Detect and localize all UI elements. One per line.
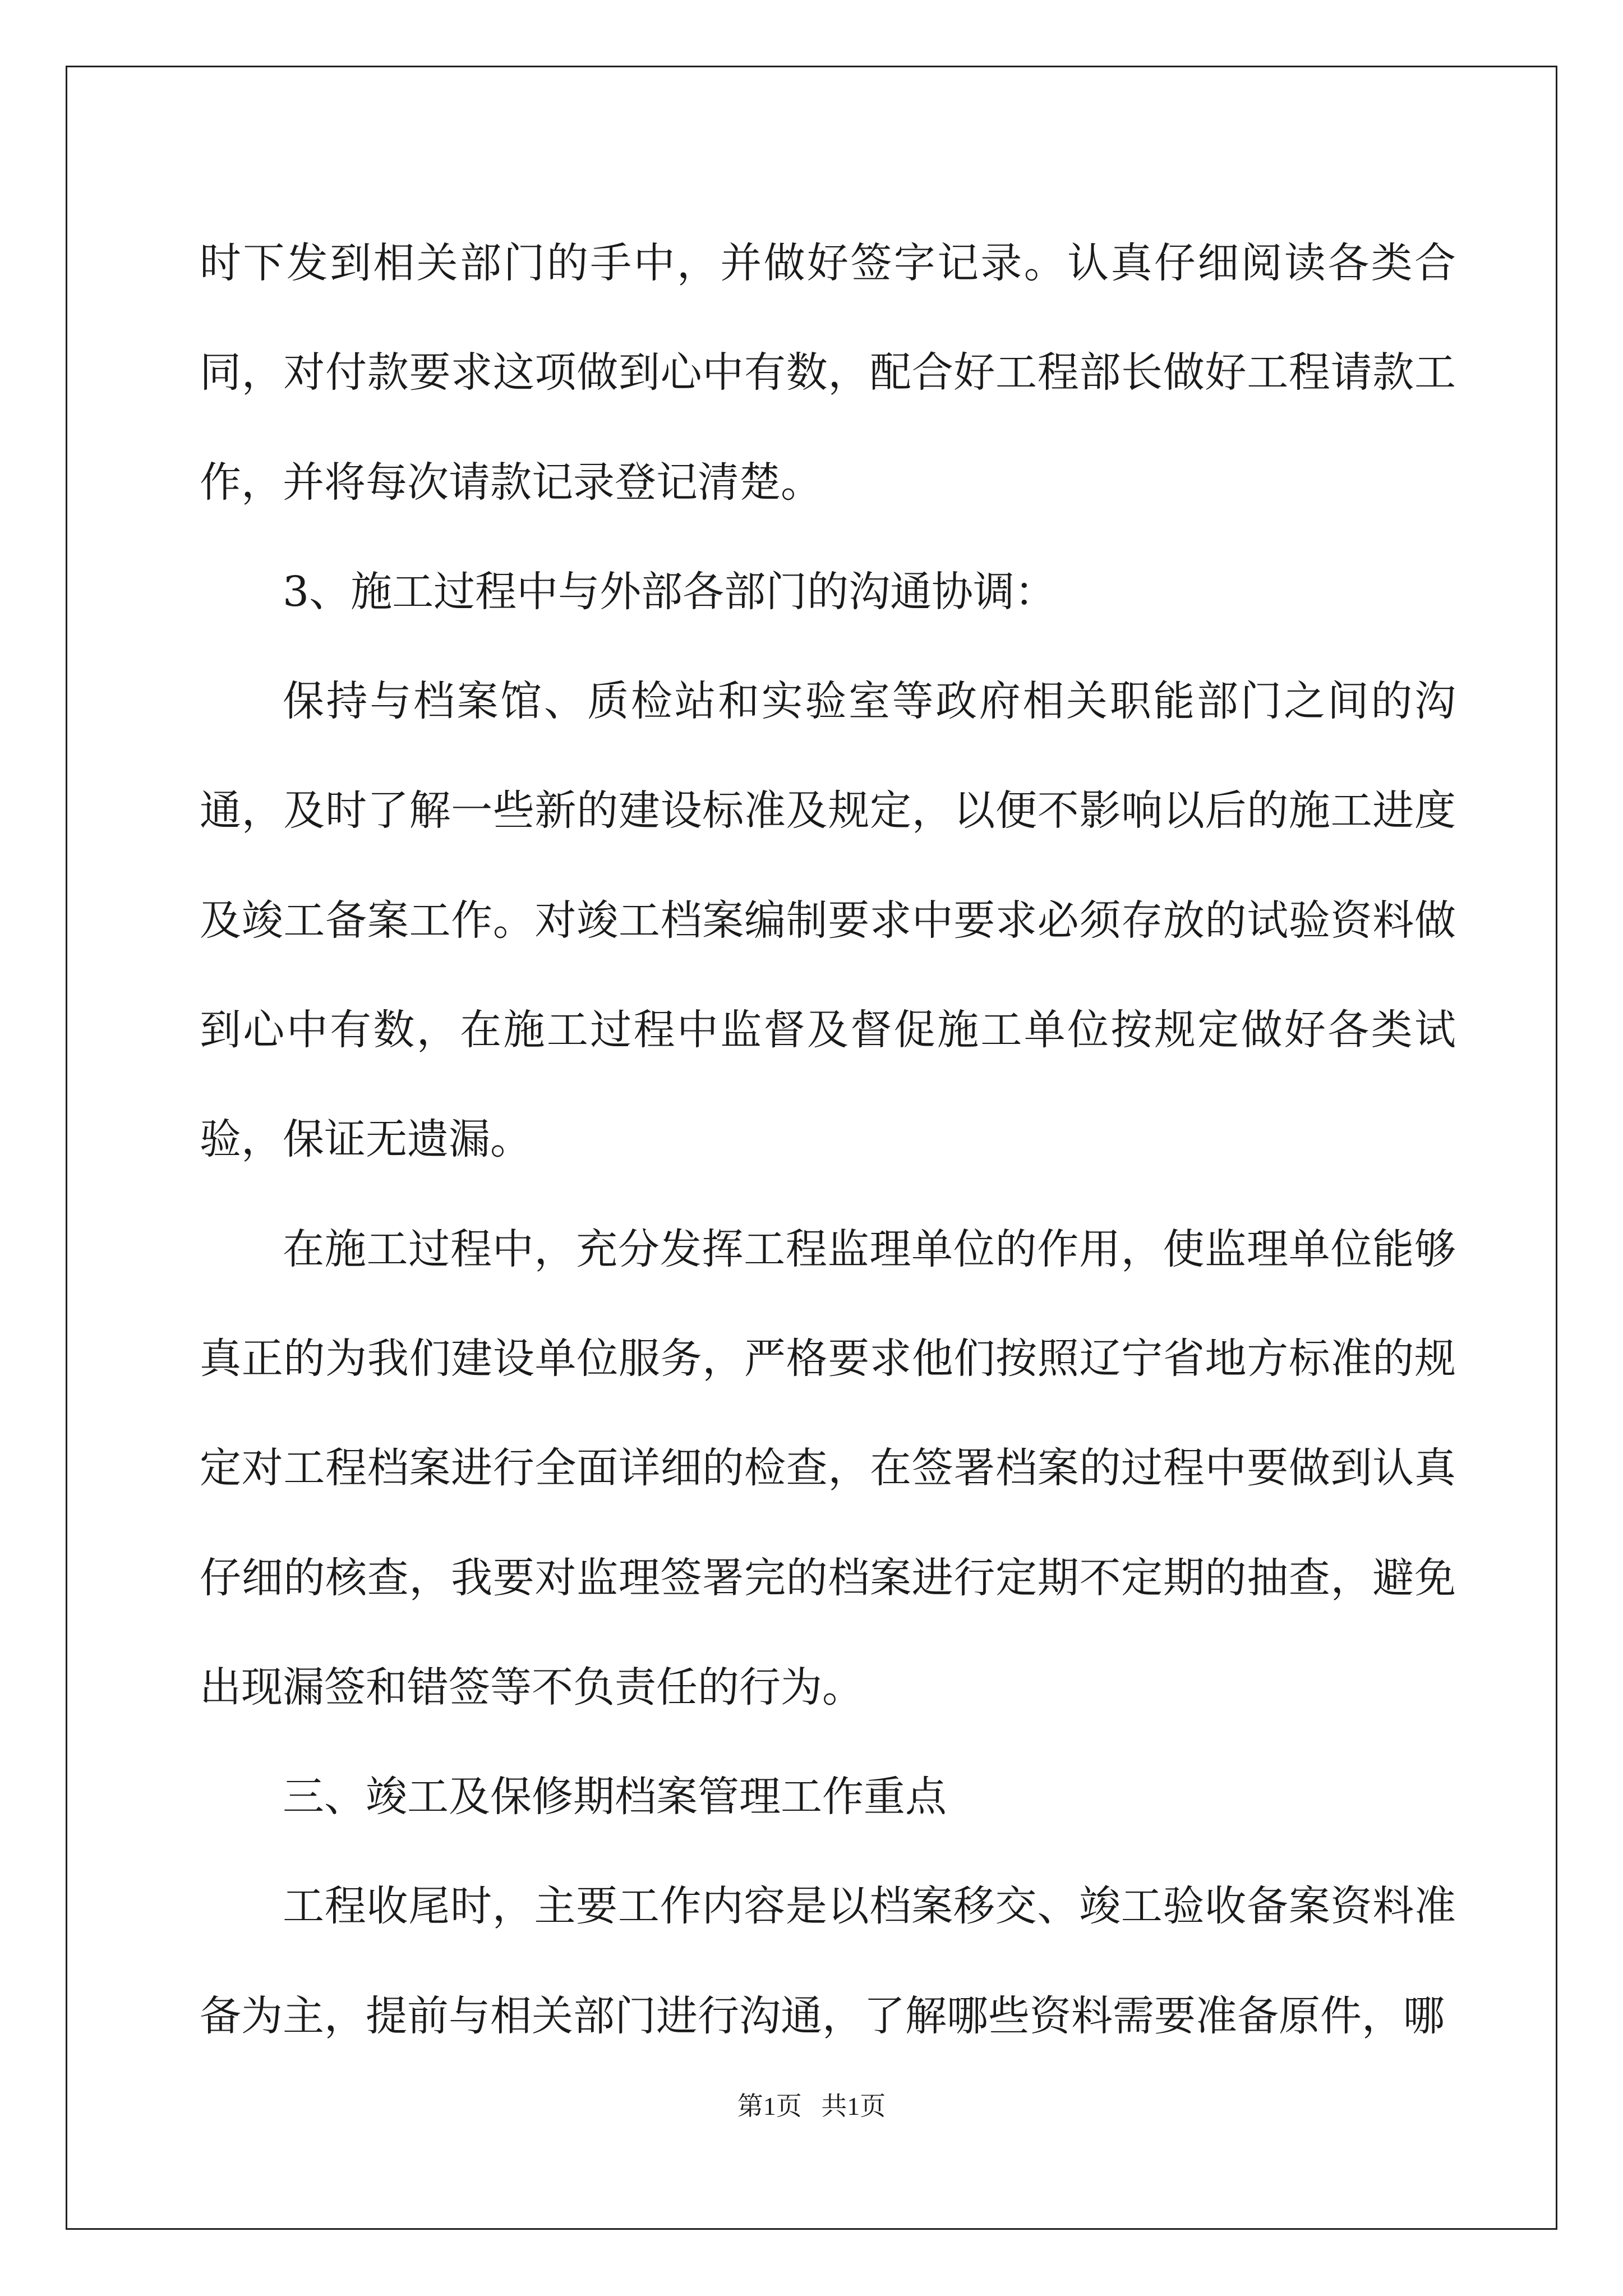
document-body (200, 209, 1456, 2071)
page-footer: 第1页 共1页 (737, 2092, 886, 2120)
paragraph-project-closing: 工程收尾时，主要工作内容是以档案移交、竣工验收备案资料准备为主，提前与相关部门进行沟通，了解哪些资料需要准备原件，哪 (200, 1882, 1456, 2040)
paragraph-government-communication: 保持与档案馆、质检站和实验室等政府相关职能部门之间的沟通，及时了解一些新的建设标准及规定，以便不影响以后的施工进度及竣工备案工作。对竣工档案编制要求中要求必须存放的试验资料做到心中有数，在施工过程中监督及督促施工单位按规定做好各类试验，保证无遗漏。 (200, 677, 1456, 1164)
section-heading-completion-warranty: 三、竣工及保修期档案管理工作重点 (283, 1773, 947, 1821)
paragraph-supervision-unit: 在施工过程中，充分发挥工程监理单位的作用，使监理单位能够真正的为我们建设单位服务，严格要求他们按照辽宁省地方标准的规定对工程档案进行全面详细的检查，在签署档案的过程中要做到认真仔细的核查，我要对监理签署完的档案进行定期不定期的抽查，避免出现漏签和错签等不负责任的行为。 (200, 1225, 1456, 1711)
section-heading-external-communication: 3、施工过程中与外部各部门的沟通协调： (283, 567, 1057, 616)
paragraph-contract-records: 时下发到相关部门的手中，并做好签字记录。认真仔细阅读各类合同，对付款要求这项做到心中有数，配合好工程部长做好工程请款工作，并将每次请款记录登记清楚。 (200, 239, 1456, 507)
